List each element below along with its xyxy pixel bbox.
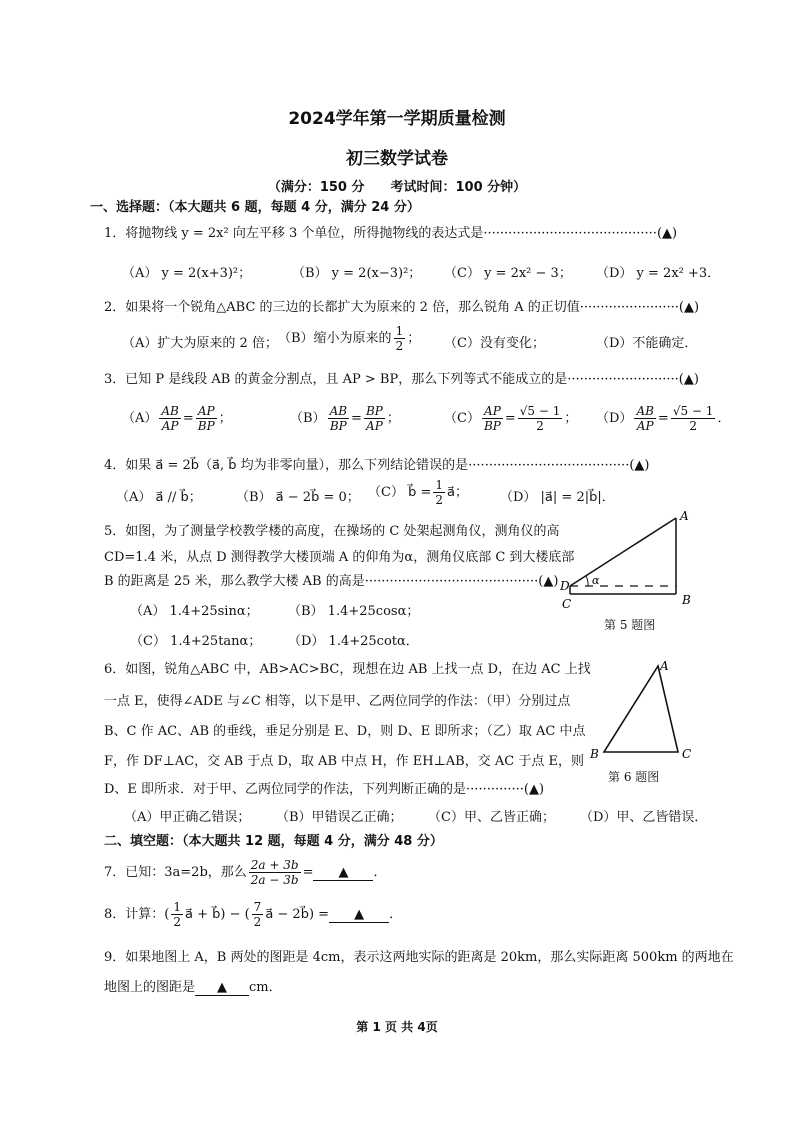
numerator: 1 (173, 900, 181, 914)
equals-sign: = (504, 411, 516, 426)
question-1-option-d: （D） y = 2x² +3． (596, 266, 721, 281)
denominator: 2 (536, 419, 544, 433)
numerator: AP (197, 404, 215, 418)
section-one-heading: 一、选择题：（本大题共 6 题，每题 4 分，满分 24 分） (90, 200, 420, 215)
q7-fraction (249, 858, 301, 887)
question-6-line-5: D、E 即所求．对于甲、乙两位同学的作法，下列判断正确的是··············(▲) (104, 782, 545, 797)
question-6-option-c: （C）甲、乙皆正确； (428, 810, 555, 825)
numerator: BP (365, 404, 383, 418)
question-7 (104, 858, 387, 887)
option-c-text: （C） b⃗ = (368, 485, 432, 500)
question-4-option-a: （A） a⃗ // b⃗； (116, 490, 202, 505)
numerator: AB (161, 404, 179, 418)
question-2-option-b (278, 324, 420, 353)
q8-mid-2: a⃗ − 2b⃗) = (265, 907, 330, 922)
triangle-abc (604, 666, 678, 752)
question-6-option-d: （D）甲、乙皆错误． (580, 810, 708, 825)
page-title: 2024学年第一学期质量检测 (288, 109, 506, 129)
equals-sign: = (302, 865, 314, 880)
equals-sign: = (657, 411, 669, 426)
question-3-stem: 3．已知 P 是线段 AB 的黄金分割点，且 AP > BP，那么下列等式不能成立的是···························(▲) (104, 372, 699, 387)
fraction-one-half (433, 478, 445, 507)
question-4-stem: 4．如果 a⃗ = 2b⃗（a⃗, b⃗ 均为非零向量），那么下列结论错误的是·······································(▲) (104, 458, 650, 473)
answer-blank[interactable]: ▲ (329, 907, 389, 923)
option-label: （C） (444, 411, 480, 426)
numerator: √5 − 1 (519, 404, 561, 418)
fraction (634, 404, 655, 433)
question-3-option-b (290, 404, 400, 433)
q9-unit: cm． (249, 980, 282, 995)
denominator: 2 (689, 419, 697, 433)
fraction-numerator: 1 (435, 478, 443, 492)
label-c: C (682, 747, 692, 761)
question-4-option-b: （B） a⃗ − 2b⃗ = 0； (236, 490, 360, 505)
score-info: （满分：150 分 考试时间：100 分钟） (267, 180, 527, 195)
sight-line (570, 518, 676, 586)
fraction (252, 900, 264, 929)
section-two-heading: 二、填空题：（本大题共 12 题，每题 4 分，满分 48 分） (104, 834, 443, 849)
question-3-option-a (122, 404, 232, 433)
numerator: AB (329, 404, 348, 418)
semicolon: ； (564, 411, 578, 426)
numerator: AP (484, 404, 501, 418)
fraction (518, 404, 563, 433)
question-3-option-d (596, 404, 730, 433)
numerator: AB (636, 404, 654, 418)
question-4-option-d: （D） |a⃗| = 2|b⃗|． (500, 490, 615, 505)
question-6-line-2: 一点 E，使得∠ADE 与∠C 相等，以下是甲、乙两位同学的作法：（甲）分别过点 (104, 694, 571, 709)
period: ． (389, 907, 403, 922)
option-label: （A） (122, 411, 158, 426)
semicolon: ； (218, 411, 232, 426)
label-b: B (682, 593, 691, 607)
denominator: BP (197, 419, 215, 433)
denominator: 2 (253, 915, 262, 929)
fraction (159, 404, 180, 433)
question-2-option-d: （D）不能确定． (596, 336, 698, 351)
answer-blank[interactable]: ▲ (195, 980, 249, 996)
q9-text: 地图上的图距是 (104, 980, 196, 995)
figure-5-caption: 第 5 题图 (604, 618, 656, 632)
question-2-option-a: （A）扩大为原来的 2 倍； (122, 336, 278, 351)
equals-sign: = (182, 411, 194, 426)
denominator: 2 (173, 915, 181, 929)
question-6-option-b: （B）甲错误乙正确； (276, 810, 403, 825)
label-a: A (660, 659, 669, 673)
fraction (364, 404, 385, 433)
denominator: 2a − 3b (250, 873, 299, 887)
question-4-option-c (368, 478, 468, 507)
label-b: B (590, 747, 599, 761)
label-alpha: α (592, 574, 600, 587)
page-footer: 第 1 页 共 4页 (356, 1020, 438, 1034)
question-1-option-c: （C） y = 2x² − 3； (444, 266, 572, 281)
denominator: AP (636, 419, 654, 433)
question-6-line-1: 6．如图，锐角△ABC 中，AB>AC>BC，现想在边 AB 上找一点 D，在边 AC 上找 (104, 662, 591, 677)
fraction (328, 404, 349, 433)
question-6-line-4: F，作 DF⊥AC，交 AB 于点 D，取 AB 中点 H，作 EH⊥AB，交 AC 于点 E，则 (104, 754, 584, 769)
fraction-denominator: 2 (395, 339, 404, 353)
denominator: AP (366, 419, 383, 433)
question-1-option-b: （B） y = 2(x−3)²； (292, 266, 422, 281)
question-5-line-2: CD=1.4 米，从点 D 测得教学大楼顶端 A 的仰角为α，测角仪底部 C 到大楼底部 (104, 550, 575, 565)
fraction (671, 404, 716, 433)
question-5-option-d: （D） 1.4+25cotα． (288, 634, 419, 649)
paper-subtitle: 初三数学试卷 (346, 149, 448, 169)
question-6-line-3: B、C 作 AC、AB 的垂线，垂足分别是 E、D，则 D、E 即所求；（乙）取 AC 中点 (104, 724, 586, 739)
fraction (196, 404, 217, 433)
denominator: BP (483, 419, 501, 433)
question-5-option-c: （C） 1.4+25tanα； (130, 634, 262, 649)
fraction (482, 404, 503, 433)
fraction-one-half (394, 324, 406, 353)
semicolon: ； (386, 411, 400, 426)
option-b-semicolon: ； (407, 331, 421, 346)
question-5-option-a: （A） 1.4+25sinα； (130, 604, 259, 619)
figure-5-diagram (556, 506, 706, 618)
q7-text: 7．已知：3a=2b，那么 (104, 865, 247, 880)
denominator: AP (161, 419, 179, 433)
question-3-option-c (444, 404, 577, 433)
numerator: 7 (253, 900, 262, 914)
figure-6-diagram (588, 656, 698, 766)
label-d: D (560, 579, 570, 593)
numerator: 2a + 3b (250, 858, 299, 872)
question-6-option-a: （A）甲正确乙错误； (124, 810, 251, 825)
q8-text: 8．计算：( (104, 907, 170, 922)
question-9-line-1: 9．如果地图上 A，B 两处的图距是 4cm，表示这两地实际的距离是 20km，那么实际距离 500km 的两地在 (104, 950, 734, 965)
option-label: （D） (596, 411, 633, 426)
fraction (171, 900, 183, 929)
denominator: BP (329, 419, 347, 433)
period: ． (373, 865, 387, 880)
equals-sign: = (351, 411, 362, 426)
question-1-stem: 1．将抛物线 y = 2x² 向左平移 3 个单位，所得抛物线的表达式是··········································(▲) (104, 226, 678, 241)
answer-blank[interactable]: ▲ (313, 865, 373, 881)
figure-6-caption: 第 6 题图 (608, 770, 660, 784)
q8-mid-1: a⃗ + b⃗) − ( (184, 907, 250, 922)
question-5-line-3: B 的距离是 25 米，那么教学大楼 AB 的高是··········································(▲) (104, 574, 559, 589)
label-c: C (562, 597, 572, 611)
question-1-option-a: （A） y = 2(x+3)²； (122, 266, 252, 281)
alpha-arc (586, 576, 588, 586)
question-8 (104, 900, 402, 929)
question-5-option-b: （B） 1.4+25cosα； (288, 604, 420, 619)
fraction-numerator: 1 (395, 324, 404, 338)
question-2-stem: 2．如果将一个锐角△ABC 的三边的长都扩大为原来的 2 倍，那么锐角 A 的正切值························(▲) (104, 300, 700, 315)
period: ． (717, 411, 731, 426)
option-label: （B） (290, 411, 326, 426)
option-c-tail: a⃗； (447, 485, 468, 500)
question-2-option-c: （C）没有变化； (444, 336, 545, 351)
option-b-text: （B）缩小为原来的 (278, 331, 392, 346)
label-a: A (680, 509, 689, 523)
fraction-denominator: 2 (435, 493, 443, 507)
question-5-line-1: 5．如图，为了测量学校教学楼的高度，在操场的 C 处架起测角仪，测角仪的高 (104, 524, 560, 539)
question-9-line-2 (104, 976, 282, 996)
numerator: √5 − 1 (672, 404, 714, 418)
